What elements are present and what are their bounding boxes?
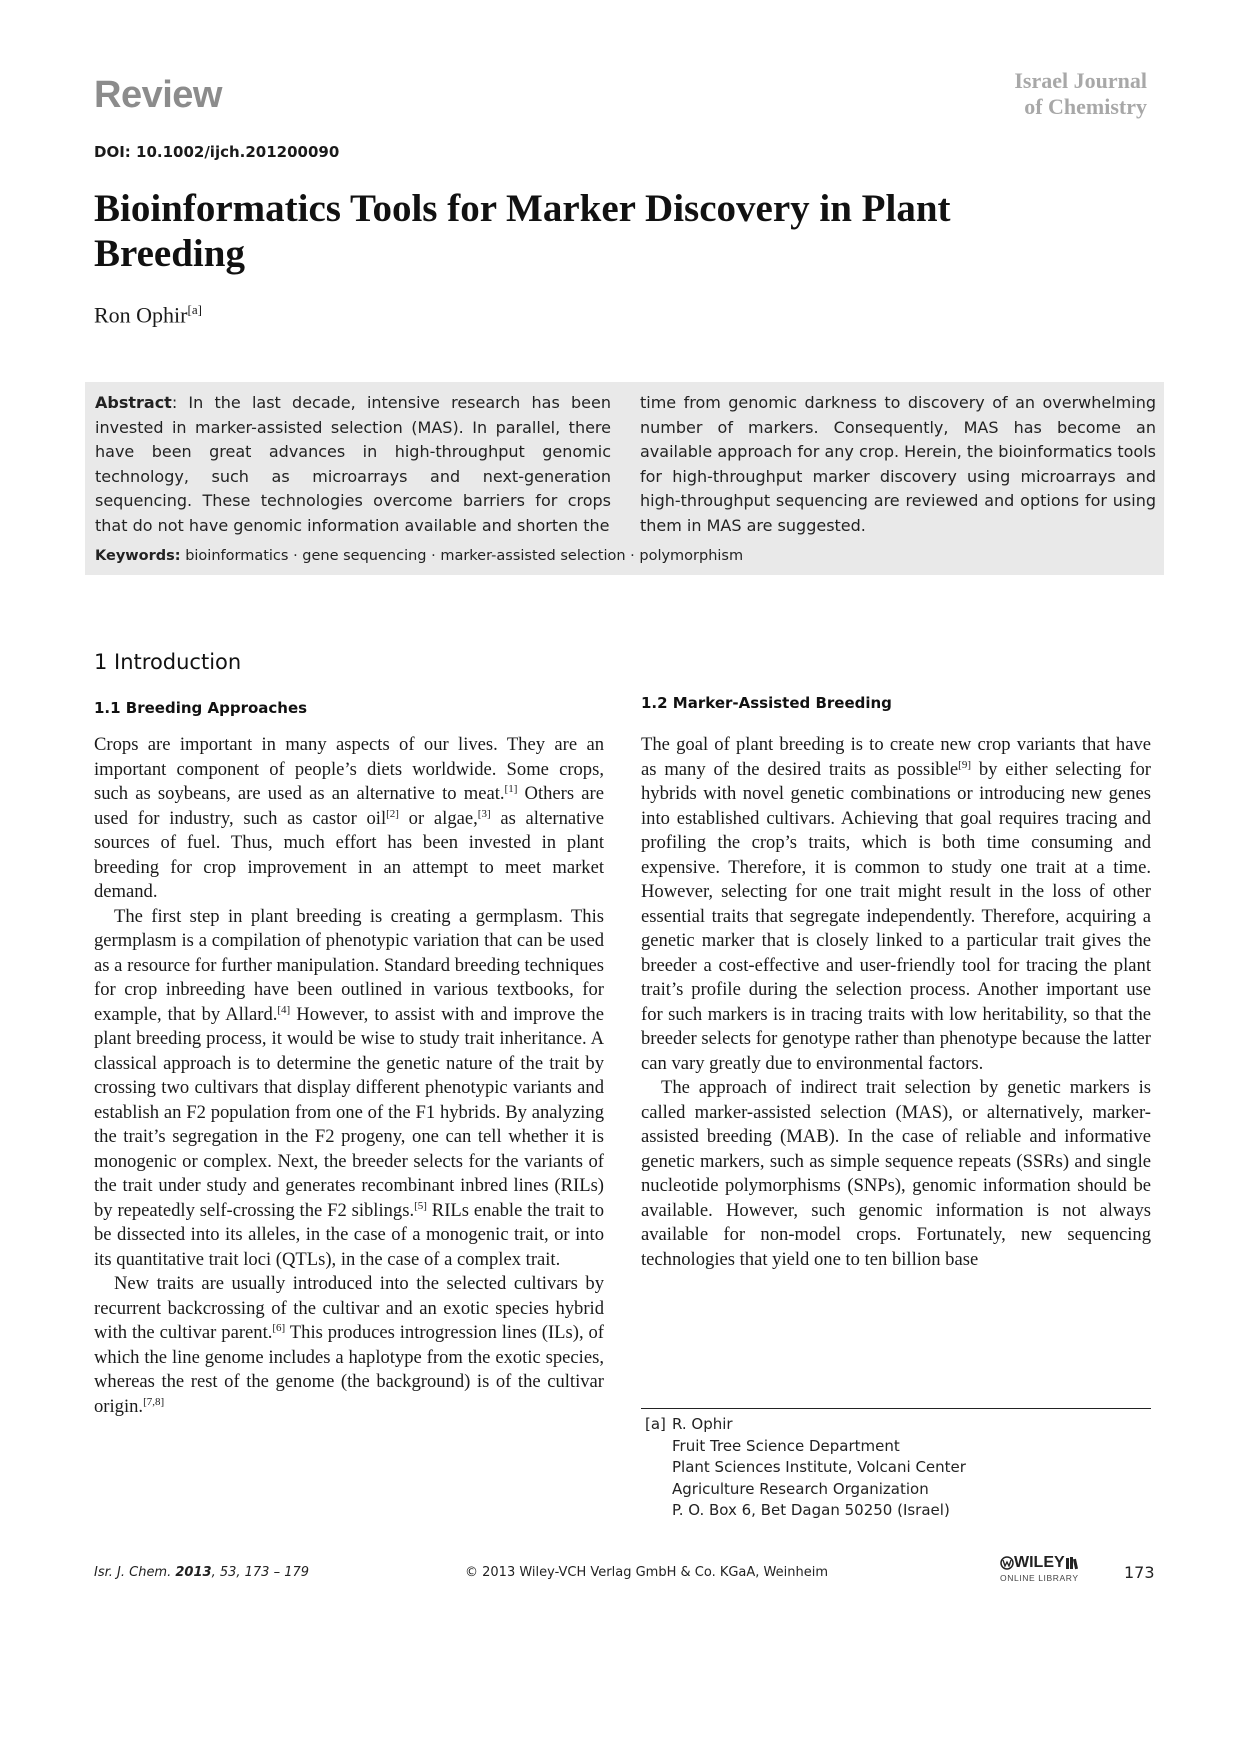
publisher-name: WILEY	[1014, 1554, 1065, 1571]
keywords-label: Keywords:	[95, 548, 181, 564]
citation-journal: Isr. J. Chem.	[94, 1565, 172, 1580]
author-name: Ron Ophir	[94, 302, 188, 328]
text-run: However, to assist with and improve the plant breeding process, it would be wise to study trait inheritance. A classical approach is to determine the genetic nature of the trait by crossing two cultivars that display different phenotypic variants and establish an F2 population from one of the F1 hybrids. By analyzing the trait’s segregation in the F2 progeny, one can tell whether it is monogenic or complex. Next, the breeder selects for the variants of the trait under study and generates recombinant inbred lines (RILs) by repeatedly self-crossing the F2 siblings.	[94, 1003, 604, 1221]
citation-ref[interactable]: [3]	[477, 807, 491, 820]
abstract-column-left	[95, 391, 611, 539]
paragraph	[94, 733, 604, 905]
footnote-tag: [a]	[645, 1415, 666, 1433]
library-books-icon	[1065, 1556, 1079, 1570]
paragraph	[94, 1272, 604, 1419]
citation-year: 2013	[175, 1565, 212, 1580]
affiliation-footnote	[672, 1414, 966, 1522]
keywords-list: bioinformatics · gene sequencing · marker-assisted selection · polymorphism	[185, 548, 744, 564]
keywords-line	[95, 548, 743, 564]
section-label: Review	[94, 74, 222, 116]
journal-citation	[94, 1565, 309, 1580]
wiley-emblem-icon	[1000, 1556, 1014, 1570]
paragraph	[641, 733, 1151, 1076]
text-run: The first step in plant breeding is creating a germplasm. This germplasm is a compilation of phenotypic variation that can be used as a resource for further manipulation. Standard breeding techniques for crop inbreeding have been outlined in various textbooks, for example, that by Allard.	[94, 905, 604, 1025]
abstract-label: Abstract	[95, 393, 172, 412]
paragraph	[94, 905, 604, 1273]
abstract-box	[85, 382, 1164, 575]
author-affiliation-mark: [a]	[187, 302, 202, 317]
publisher-subtitle: ONLINE LIBRARY	[1000, 1573, 1079, 1583]
author-line	[94, 302, 202, 328]
citation-ref[interactable]: [6]	[272, 1321, 286, 1334]
wiley-online-library-logo[interactable]	[1000, 1554, 1096, 1583]
body-column-left	[94, 733, 604, 1419]
journal-name	[1014, 68, 1147, 120]
text-run: as alternative sources of fuel. Thus, much effort has been invested in plant breeding for crop improvement in an attempt to meet market demand.	[94, 807, 605, 902]
text-run: by either selecting for hybrids with novel genetic combinations or introducing new genes into established cultivars. Achieving that goal requires tracing and profiling the crop’s traits, which is both time consuming and expensive. Therefore, it is common to study one trait at a time. However, selecting for one trait might result in the loss of other essential traits that segregate independently. Therefore, acquiring a genetic marker that is closely linked to a particular trait gives the breeder a cost-effective and user-friendly tool for tracing the plant trait’s profile during the selection process. Another important use for such markers is in tracing traits with low heritability, so that the breeder selects for genotype rather than phenotype because the latter can vary greatly due to environmental factors.	[641, 758, 1152, 1074]
copyright-notice: © 2013 Wiley-VCH Verlag GmbH & Co. KGaA, Weinheim	[465, 1565, 829, 1580]
text-run: The goal of plant breeding is to create new crop variants that have as many of the desired traits as possible	[641, 734, 1151, 780]
heading-marker-assisted-breeding: 1.2 Marker-Assisted Breeding	[641, 694, 892, 712]
abstract-text-part2: time from genomic darkness to discovery of an overwhelming number of markers. Consequently, MAS has become an available approach for any crop. Herein, the bioinformatics tools for high-throughput marker discovery using microarrays and high-throughput sequencing are reviewed and options for using them in MAS are suggested.	[640, 393, 1156, 535]
article-title: Bioinformatics Tools for Marker Discovery in Plant Breeding	[94, 187, 951, 275]
citation-ref[interactable]: [4]	[277, 1003, 291, 1016]
heading-introduction: 1 Introduction	[94, 650, 242, 674]
text-run: This produces introgression lines (ILs), of which the line genome includes a haplotype from the exotic species, whereas the rest of the genome (the background) is of the cultivar origin.	[94, 1322, 604, 1417]
text-run: RILs enable the trait to be dissected into its alleles, in the case of a monogenic trait, or into its quantitative trait loci (QTLs), in the case of a complex trait.	[94, 1199, 604, 1270]
page-number: 173	[1124, 1563, 1155, 1582]
abstract-column-right	[640, 391, 1156, 539]
heading-breeding-approaches: 1.1 Breeding Approaches	[94, 699, 308, 717]
citation-ref[interactable]: [5]	[414, 1199, 427, 1212]
affiliation-line: Agriculture Research Organization	[672, 1479, 929, 1498]
abstract-text-part1: : In the last decade, intensive research has been invested in marker-assisted selection (MAS). In parallel, there have been great advances in high-throughput genomic technology, such as microarrays and next-generation sequencing. These technologies overcome barriers for crops that do not have genomic information available and shorten the	[95, 393, 611, 535]
text-run: Crops are important in many aspects of our lives. They are an important component of people’s diets worldwide. Some crops, such as soybeans, are used as an alternative to meat.	[94, 734, 604, 804]
citation-ref[interactable]: [1]	[504, 782, 518, 795]
doi: DOI: 10.1002/ijch.201200090	[94, 143, 340, 161]
citation-volume-pages: , 53, 173 – 179	[211, 1565, 310, 1580]
citation-ref[interactable]: [9]	[958, 758, 971, 771]
journal-name-line2: of Chemistry	[1024, 94, 1147, 119]
journal-name-line1: Israel Journal	[1014, 68, 1147, 93]
paragraph: The approach of indirect trait selection by genetic markers is called marker-assisted selection (MAS), or alternatively, marker-assisted breeding (MAB). In the case of reliable and informative genetic markers, such as simple sequence repeats (SSRs) and single nucleotide polymorphisms (SNPs), genomic information should be available. However, such genomic information is not always available for non-model crops. Fortunately, new sequencing technologies that yield one to ten billion base	[641, 1077, 1151, 1270]
affiliation-line: Plant Sciences Institute, Volcani Center	[672, 1458, 966, 1476]
citation-ref[interactable]: [7,8]	[143, 1395, 165, 1408]
footnote-divider	[641, 1408, 1151, 1409]
affiliation-line: R. Ophir	[672, 1415, 733, 1433]
citation-ref[interactable]: [2]	[386, 807, 399, 820]
text-run: or algae,	[398, 807, 478, 829]
text-run: New traits are usually introduced into the selected cultivars by recurrent backcrossing of the cultivar and an exotic species hybrid with the cultivar parent.	[94, 1273, 604, 1343]
body-column-right	[641, 733, 1151, 1272]
affiliation-line: Fruit Tree Science Department	[672, 1436, 900, 1455]
affiliation-line: P. O. Box 6, Bet Dagan 50250 (Israel)	[672, 1501, 950, 1519]
text-run: Others are used for industry, such as castor oil	[94, 783, 604, 829]
